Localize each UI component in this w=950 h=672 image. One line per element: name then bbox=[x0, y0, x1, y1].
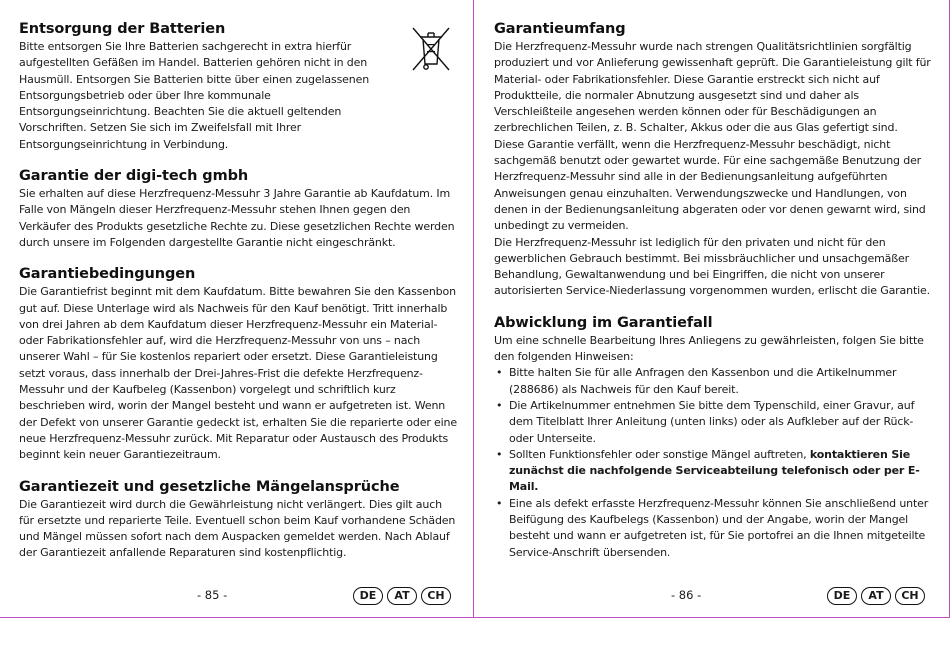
warranty-processing-list bbox=[494, 365, 934, 561]
warranty-scope-text-3: Die Herzfrequenz-Messuhr ist lediglich für den privaten und nicht für den gewerblichen Gebrauch bestimmt. Bei missbräuchlicher und unsachgemäßer Behandlung, Gewaltanwendung und bei Eingriffen, die nicht von unserer autorisierten Service-Niederlassung vorgenommen wurden, erlischt die Garantie. bbox=[494, 235, 930, 298]
list-item: • Die Artikelnummer entnehmen Sie bitte dem Typenschild, einer Gravur, auf dem Titelblatt Ihrer Anleitung (unten links) oder als Aufkleber auf der Rück- oder Unterseite. bbox=[494, 398, 934, 447]
list-item-emphasis: kontaktieren Sie zunächst die nachfolgende Serviceabteilung telefonisch oder per E-Mail. bbox=[509, 447, 920, 494]
badge-ch: CH bbox=[895, 587, 925, 605]
section-warranty-scope bbox=[494, 20, 934, 300]
page-frame-bottom bbox=[0, 617, 950, 618]
list-item-text: Sollten Funktionsfehler oder sonstige Mängel auftreten, bbox=[509, 447, 810, 461]
country-badges bbox=[353, 587, 451, 605]
section-battery-disposal bbox=[19, 20, 459, 153]
section-warranty-conditions bbox=[19, 265, 459, 463]
list-item bbox=[494, 447, 934, 496]
left-page bbox=[0, 0, 474, 617]
country-badges bbox=[827, 587, 925, 605]
list-item: • Eine als defekt erfasste Herzfrequenz-Messuhr können Sie anschließend unter Beifügung des Kaufbelegs (Kassenbon) und der Angabe, worin der Mangel besteht und wann er aufgetreten ist, für Sie portofrei an die Ihnen mitgeteilte Service-Anschrift übersenden. bbox=[494, 496, 934, 561]
section-warranty-period bbox=[19, 478, 459, 562]
battery-disposal-text: Bitte entsorgen Sie Ihre Batterien sachgerecht in extra hierfür aufgestellten Gefäßen im Handel. Batterien gehören nicht in den Hausmüll. Entsorgen Sie Batterien bitte über einen zugelassenen Entsorgungsbetrieb oder über Ihre kommunale Entsorgungseinrichtung. Beachten Sie die aktuell geltenden Vorschriften. Setzen Sie sich im Zweifelsfall mit Ihrer Entsorgungseinrichtung in Verbindung. bbox=[19, 40, 370, 151]
heading-warranty-scope: Garantieumfang bbox=[494, 21, 626, 37]
badge-at: AT bbox=[387, 587, 417, 605]
badge-at: AT bbox=[861, 587, 891, 605]
warranty-processing-intro: Um eine schnelle Bearbeitung Ihres Anliegens zu gewährleisten, folgen Sie bitte den folgenden Hinweisen: bbox=[494, 333, 924, 364]
warranty-conditions-text: Die Garantiefrist beginnt mit dem Kaufdatum. Bitte bewahren Sie den Kassenbon gut auf. Diese Unterlage wird als Nachweis für den Kauf benötigt. Tritt innerhalb von drei Jahren ab dem Kaufdatum dieser Herzfrequenz-Messuhr ein Material- oder Fabrikationsfehler auf, wird die Herzfrequenz-Messuhr von uns – nach unserer Wahl – für Sie kostenlos repariert oder ersetzt. Diese Garantieleistung setzt voraus, dass innerhalb der Drei-Jahres-Frist die defekte Herzfrequenz-Messuhr und der Kaufbeleg (Kassenbon) vorgelegt und schriftlich kurz beschrieben wird, worin der Mangel besteht und wann er aufgetreten ist. Wenn der Defekt von unserer Garantie gedeckt ist, erhalten Sie die reparierte oder eine neue Herzfrequenz-Messuhr zurück. Mit Reparatur oder Austausch des Produkts beginnt kein neuer Garantiezeitraum. bbox=[19, 285, 457, 462]
heading-battery-disposal: Entsorgung der Batterien bbox=[19, 21, 226, 37]
left-page-content bbox=[19, 20, 459, 576]
right-page bbox=[475, 0, 950, 617]
badge-de: DE bbox=[827, 587, 857, 605]
heading-warranty-conditions: Garantiebedingungen bbox=[19, 266, 196, 283]
section-warranty-digitech bbox=[19, 167, 459, 251]
page-number: - 85 - bbox=[197, 588, 228, 602]
warranty-digitech-text: Sie erhalten auf diese Herzfrequenz-Messuhr 3 Jahre Garantie ab Kaufdatum. Im Falle von Mängeln dieser Herzfrequenz-Messuhr stehen Ihnen gegen den Verkäufer des Produkts gesetzliche Rechte zu. Diese gesetzlichen Rechte werden durch unsere im Folgenden dargestellte Garantie nicht eingeschränkt. bbox=[19, 187, 455, 249]
warranty-scope-text-2: Diese Garantie verfällt, wenn die Herzfrequenz-Messuhr beschädigt, nicht sachgemäß benutzt oder gewartet wurde. Für eine sachgemäße Benutzung der Herzfrequenz-Messuhr sind alle in der Bedienungsanleitung aufgeführten Anweisungen genau einzuhalten. Verwendungszwecke und Handlungen, von denen in der Bedienungsanleitung abgeraten oder vor denen gewarnt wird, sind unbedingt zu vermeiden. bbox=[494, 137, 926, 233]
badge-ch: CH bbox=[421, 587, 451, 605]
section-warranty-processing bbox=[494, 314, 934, 561]
heading-warranty-period: Garantiezeit und gesetzliche Mängelansprüche bbox=[19, 478, 400, 495]
heading-warranty-processing: Abwicklung im Garantiefall bbox=[494, 314, 713, 331]
page-number: - 86 - bbox=[671, 588, 702, 602]
warranty-period-text: Die Garantiezeit wird durch die Gewährleistung nicht verlängert. Dies gilt auch für ersetzte und reparierte Teile. Eventuell schon beim Kauf vorhandene Schäden und Mängel müssen sofort nach dem Auspacken gemeldet werden. Nach Ablauf der Garantiezeit anfallende Reparaturen sind kostenpflichtig. bbox=[19, 497, 456, 560]
badge-de: DE bbox=[353, 587, 383, 605]
crossed-out-bin-icon bbox=[409, 24, 453, 74]
heading-warranty-digitech: Garantie der digi-tech gmbh bbox=[19, 168, 249, 185]
right-page-content bbox=[494, 20, 934, 575]
warranty-scope-text-1: Die Herzfrequenz-Messuhr wurde nach strengen Qualitätsrichtlinien sorgfältig produziert und vor Anlieferung gewissenhaft geprüft. Die Garantieleistung gilt für Material- oder Fabrikationsfehler. Diese Garantie erstreckt sich nicht auf Produktteile, die normaler Abnutzung ausgesetzt sind und daher als Verschleißteile angesehen werden können oder für Beschädigungen an zerbrechlichen Teilen, z. B. Schalter, Akkus oder die aus Glas gefertigt sind. bbox=[494, 40, 931, 135]
list-item: • Bitte halten Sie für alle Anfragen den Kassenbon und die Artikelnummer (288686) als Nachweis für den Kauf bereit. bbox=[494, 365, 934, 398]
